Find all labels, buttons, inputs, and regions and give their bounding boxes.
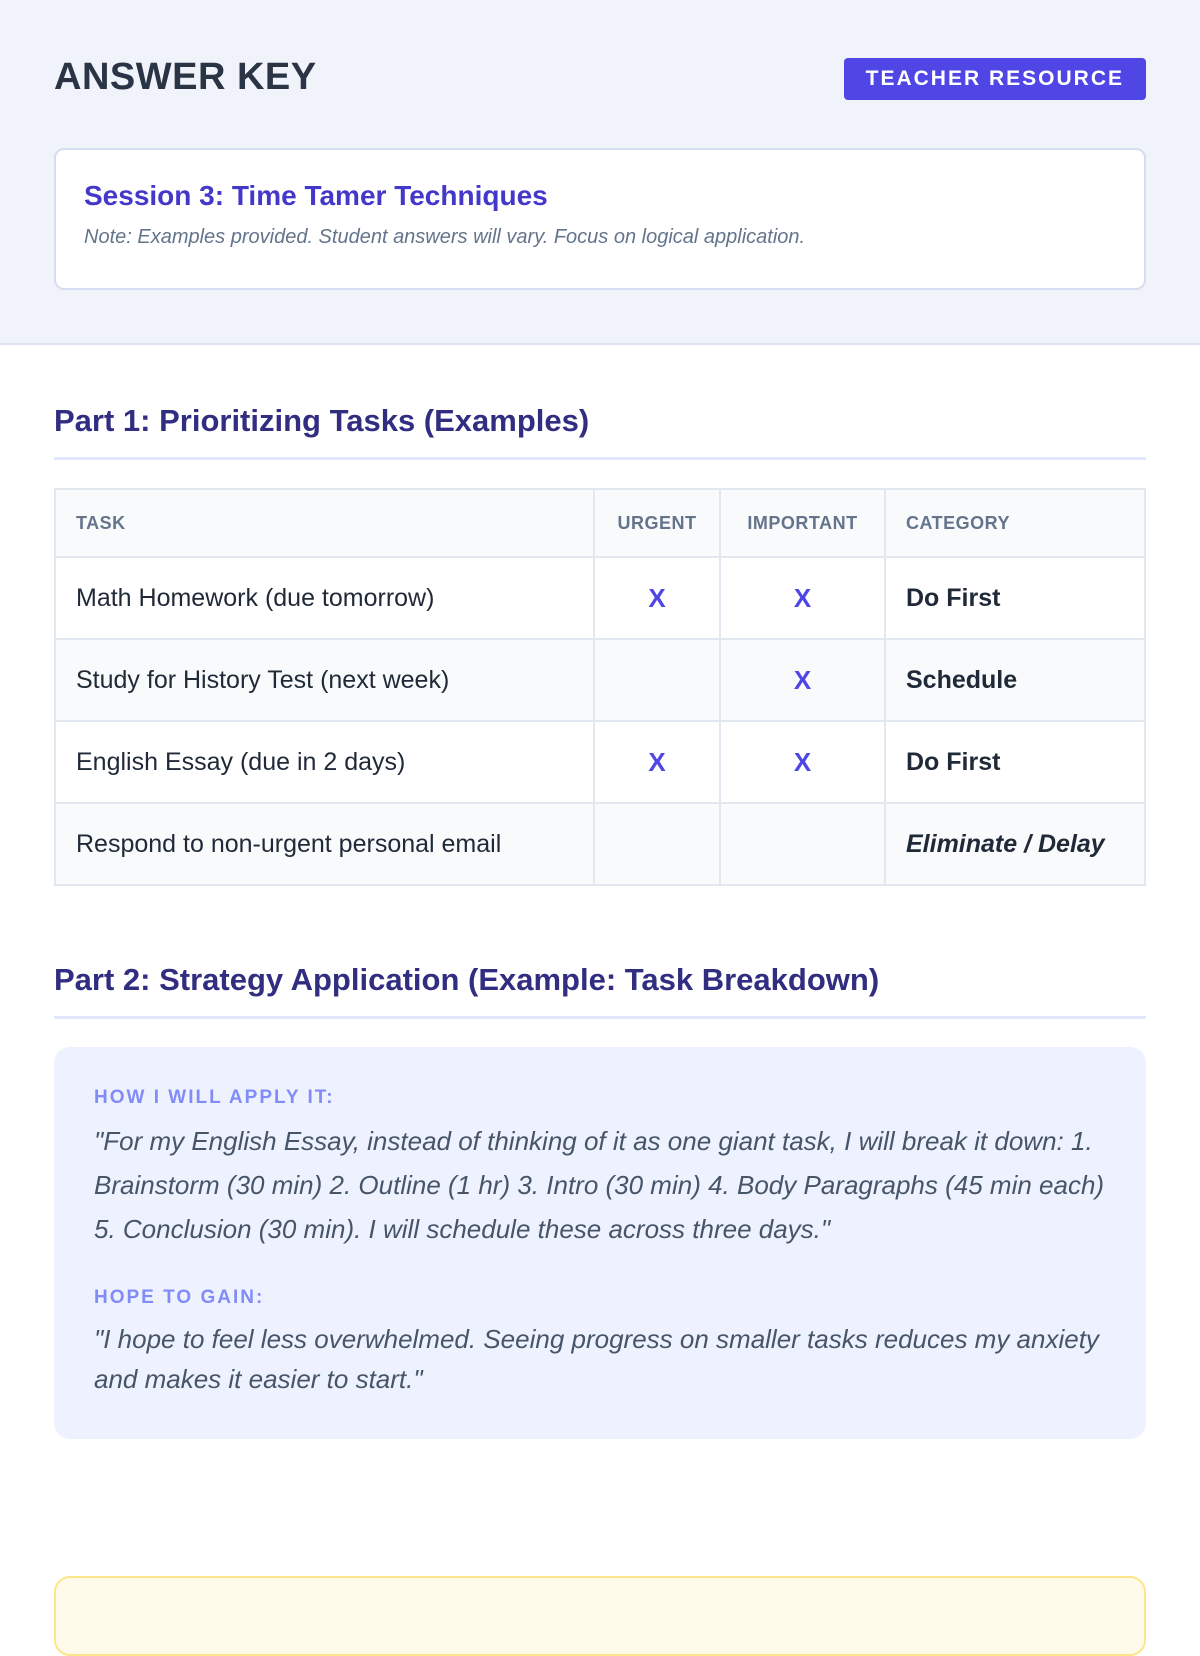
urgent-mark — [594, 639, 720, 721]
table-header-row — [55, 489, 1145, 557]
session-title: Session 3: Time Tamer Techniques — [84, 180, 548, 211]
category-cell: Eliminate / Delay — [885, 803, 1145, 885]
category-cell: Schedule — [885, 639, 1145, 721]
task-cell: Study for History Test (next week) — [55, 639, 594, 721]
table-row — [55, 639, 1145, 721]
page-title: ANSWER KEY — [54, 56, 317, 98]
urgent-mark: X — [594, 721, 720, 803]
part1-section — [54, 403, 1146, 886]
header-band — [0, 0, 1200, 345]
urgent-mark: X — [594, 557, 720, 639]
strategy-example-box — [54, 1047, 1146, 1439]
task-cell: English Essay (due in 2 days) — [55, 721, 594, 803]
table-row — [55, 803, 1145, 885]
column-header-task: TASK — [55, 489, 594, 557]
table-row — [55, 721, 1145, 803]
important-mark: X — [720, 639, 885, 721]
column-header-category: CATEGORY — [885, 489, 1145, 557]
urgent-mark — [594, 803, 720, 885]
category-cell: Do First — [885, 721, 1145, 803]
gain-label: HOPE TO GAIN: — [94, 1287, 265, 1308]
table-row — [55, 557, 1145, 639]
session-note: Note: Examples provided. Student answers will vary. Focus on logical application. — [84, 226, 806, 248]
part2-section — [54, 962, 1146, 1439]
gain-text: "I hope to feel less overwhelmed. Seeing progress on smaller tasks reduces my anxiety and makes it easier to start." — [94, 1324, 1099, 1394]
category-cell: Do First — [885, 557, 1145, 639]
teacher-resource-badge: TEACHER RESOURCE — [844, 58, 1146, 100]
part1-heading: Part 1: Prioritizing Tasks (Examples) — [54, 403, 1146, 460]
part2-heading: Part 2: Strategy Application (Example: Task Breakdown) — [54, 962, 1146, 1019]
notes-card-partial — [54, 1576, 1146, 1656]
apply-label: HOW I WILL APPLY IT: — [94, 1087, 335, 1108]
column-header-urgent: URGENT — [594, 489, 720, 557]
important-mark: X — [720, 721, 885, 803]
task-cell: Respond to non-urgent personal email — [55, 803, 594, 885]
priority-table — [54, 488, 1146, 886]
apply-text: "For my English Essay, instead of thinking of it as one giant task, I will break it down: 1. Brainstorm (30 min) 2. Outline (1 hr) 3. Intro (30 min) 4. Body Paragraphs (45 min each) 5. Conclusion (30 min). I will schedule these across three days." — [94, 1126, 1105, 1244]
task-cell: Math Homework (due tomorrow) — [55, 557, 594, 639]
session-card — [54, 148, 1146, 290]
column-header-important: IMPORTANT — [720, 489, 885, 557]
important-mark — [720, 803, 885, 885]
main-content — [0, 403, 1200, 1439]
important-mark: X — [720, 557, 885, 639]
